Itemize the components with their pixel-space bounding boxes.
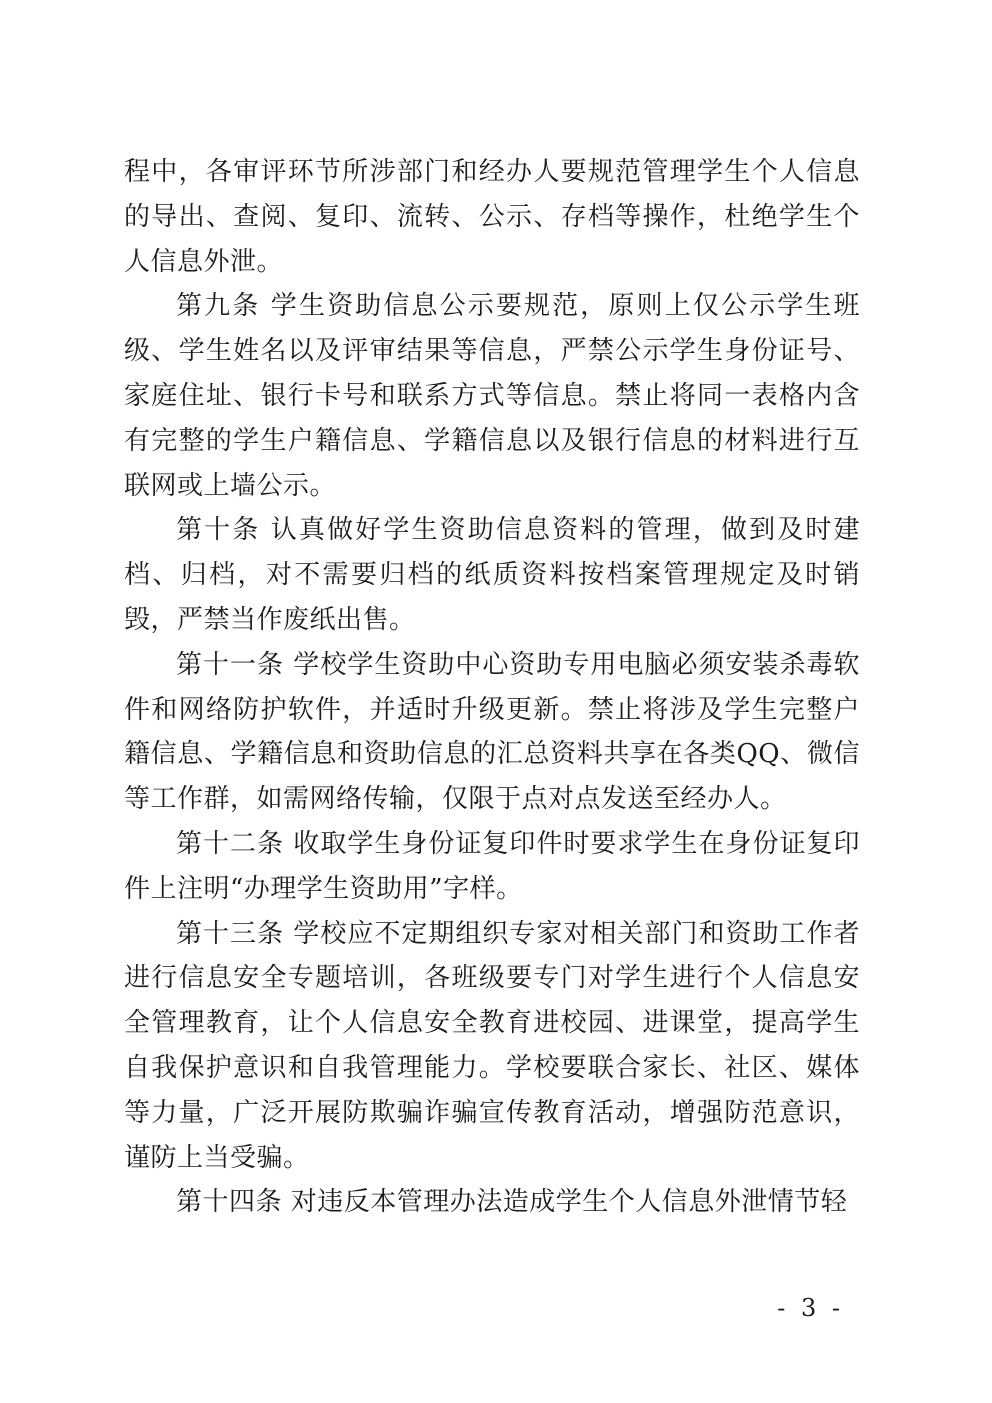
page-number: - 3 - — [777, 1294, 844, 1322]
paragraph-article-13: 第十三条 学校应不定期组织专家对相关部门和资助工作者进行信息安全专题培训，各班级要专门对学生进行个人信息安全管理教育，让个人信息安全教育进校园、进课堂，提高学生自我保护意识和自我管理能力。学校要联合家长、社区、媒体等力量，广泛开展防欺骗诈骗宣传教育活动，增强防范意识，谨防上当受骗。 — [124, 918, 860, 1173]
paragraph-continuation: 程中，各审评环节所涉部门和经办人要规范管理学生个人信息的导出、查阅、复印、流转、公示、存档等操作，杜绝学生个人信息外泄。 — [124, 157, 860, 277]
paragraph-article-10: 第十条 认真做好学生资助信息资料的管理，做到及时建档、归档，对不需要归档的纸质资料按档案管理规定及时销毁，严禁当作废纸出售。 — [124, 515, 860, 635]
paragraph-article-14: 第十四条 对违反本管理办法造成学生个人信息外泄情节轻 — [176, 1187, 848, 1218]
paragraph-article-9: 第九条 学生资助信息公示要规范，原则上仅公示学生班级、学生姓名以及评审结果等信息，严禁公示学生身份证号、家庭住址、银行卡号和联系方式等信息。禁止将同一表格内含有完整的学生户籍信息、学籍信息以及银行信息的材料进行互联网或上墙公示。 — [124, 291, 860, 501]
document-body — [124, 150, 860, 1225]
paragraph-article-12: 第十二条 收取学生身份证复印件时要求学生在身份证复印件上注明“办理学生资助用”字样。 — [124, 828, 860, 904]
paragraph-article-11: 第十一条 学校学生资助中心资助专用电脑必须安装杀毒软件和网络防护软件，并适时升级更新。禁止将涉及学生完整户籍信息、学籍信息和资助信息的汇总资料共享在各类QQ、微信等工作群，如需网络传输，仅限于点对点发送至经办人。 — [124, 649, 860, 815]
